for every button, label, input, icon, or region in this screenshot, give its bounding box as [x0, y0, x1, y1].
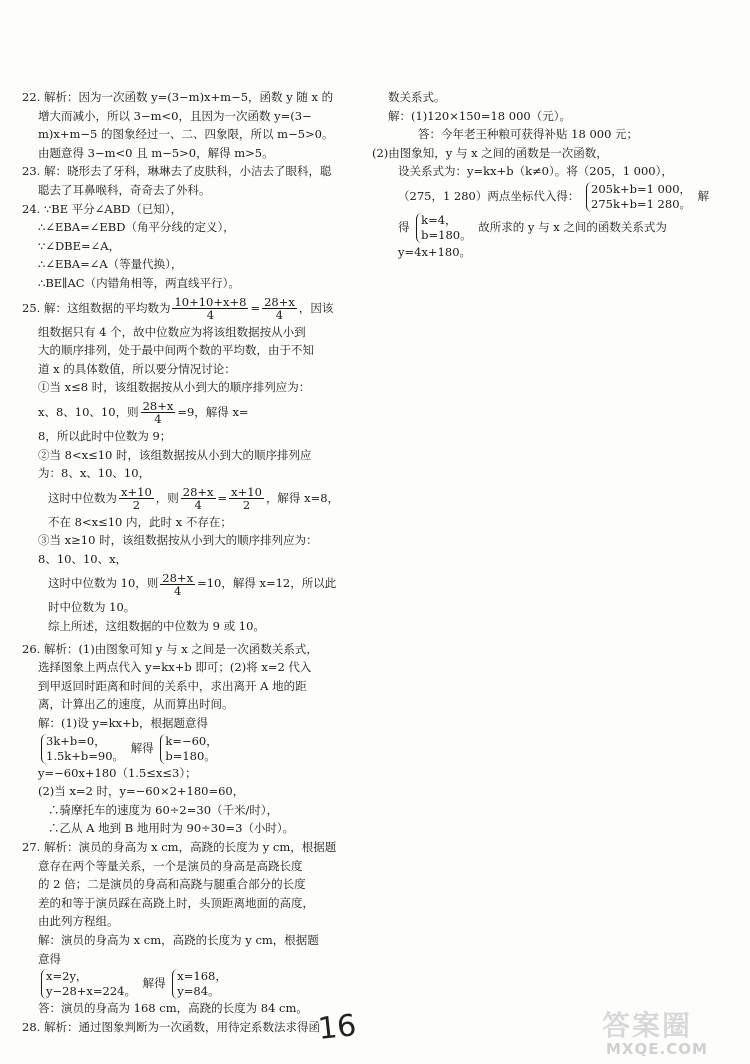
- text-line: 差的和等于演员踩在高跷上时，头顶距离地面的高度，: [38, 895, 314, 910]
- text: 解: [697, 188, 710, 203]
- text: 解得: [130, 740, 154, 755]
- text-line: 为：8、x、10、10，: [38, 466, 151, 481]
- numerator: x+10: [121, 485, 152, 500]
- text-line: 数关系式。: [388, 90, 446, 104]
- numerator: x+10: [231, 485, 262, 500]
- text: x、8、10、10，则: [38, 404, 139, 419]
- text-line: 26. 解析：(1)由图象可知 y 与 x 之间是一次函数关系式，: [22, 641, 318, 656]
- fraction: [181, 486, 216, 511]
- text-line: ∴BE∥AC（内错角相等，两直线平行）。: [38, 275, 240, 290]
- denominator: 2: [242, 498, 251, 513]
- text: ，解得 x=8，: [265, 490, 340, 505]
- question-24: [22, 200, 347, 293]
- text-line: 由题意得 3−m<0 且 m−5>0，解得 m>5。: [38, 145, 274, 160]
- numerator: 10+10+x+8: [174, 295, 247, 310]
- equation: b=180。: [165, 748, 216, 763]
- denominator: 4: [206, 308, 215, 323]
- text: 解得: [142, 976, 166, 991]
- text-line: 聪去了耳鼻喉科，奇奇去了外科。: [38, 182, 211, 197]
- question-23: [22, 162, 347, 199]
- question-26: [22, 640, 347, 838]
- text-line: 由此列方程组。: [38, 914, 119, 929]
- text-line: 24. ∵BE 平分∠ABD（已知），: [22, 201, 183, 216]
- text-line: ∴∠EBA=∠EBD（角平分线的定义），: [38, 220, 235, 235]
- text-line: (2)当 x=2 时，y=−60×2+180=60，: [38, 784, 245, 799]
- question-25: [22, 293, 347, 636]
- fraction: [172, 296, 248, 321]
- denominator: 2: [132, 498, 141, 513]
- equation-system: [41, 969, 136, 999]
- equation-system: [41, 734, 124, 764]
- text-line: y=4x+180。: [398, 244, 472, 259]
- text-line: 解：(1)120×150=18 000（元）。: [388, 108, 571, 123]
- text-line: ∴骑摩托车的速度为 60÷2=30（千米/时），: [48, 802, 279, 817]
- right-column: [372, 88, 717, 262]
- equation: b=180。: [421, 227, 472, 242]
- numerator: 28+x: [182, 485, 214, 500]
- text-line: 23. 解：晓形去了牙科，琳琳去了皮肤科，小洁去了眼科，聪: [22, 164, 332, 179]
- equation-system-line: [372, 212, 717, 243]
- text-line: 28. 解析：通过图象判断为一次函数，用待定系数法求得函: [22, 1019, 320, 1034]
- watermark-url: MXQE.COM: [606, 1040, 708, 1058]
- equation: k=−60，: [165, 733, 218, 748]
- question-27: [22, 838, 347, 1018]
- equation-system: [160, 734, 217, 764]
- equation: y=84。: [177, 984, 220, 999]
- equals-sign: =: [217, 490, 228, 505]
- text: 这时中位数为: [48, 490, 117, 505]
- fraction: [119, 486, 154, 511]
- fraction: [229, 486, 264, 511]
- equals-sign: =: [250, 300, 261, 315]
- text: 故所求的 y 与 x 之间的函数关系式为: [478, 219, 667, 234]
- text-line: 综上所述，这组数据的中位数为 9 或 10。: [48, 619, 265, 634]
- text-line: 选择图象上两点代入 y=kx+b 即可；(2)将 x=2 代入: [38, 660, 312, 675]
- text-line: 的 2 倍；二是演员的身高和高跷与腿重合部分的长度: [38, 877, 306, 892]
- text-line: 意得: [38, 951, 61, 966]
- formula-line: [22, 483, 347, 513]
- text-line: 22. 解析：因为一次函数 y=(3−m)x+m−5，函数 y 随 x 的: [22, 90, 334, 104]
- text: ，则: [155, 490, 179, 505]
- fraction: [160, 572, 195, 597]
- text-line: 意存在两个等量关系，一个是演员的身高是高跷长度: [38, 858, 303, 873]
- text: =10，解得 x=12，所以此: [197, 576, 337, 591]
- text-line: 答：今年老王种粮可获得补贴 18 000 元；: [418, 127, 639, 142]
- denominator: 4: [174, 583, 182, 598]
- equation: 205k+b=1 000，: [591, 181, 692, 196]
- equation: 1.5k+b=90。: [46, 748, 125, 763]
- text: （275，1 280）两点坐标代入得：: [398, 188, 580, 203]
- text-line: ③当 x≥10 时，该组数据按从小到大的顺序排列应为：: [38, 533, 318, 548]
- text: 这时中位数为 10，则: [48, 576, 159, 591]
- equation-system-line: [22, 733, 347, 764]
- text-line: 大的顺序排列，处于最中间两个数的平均数，由于不知: [38, 343, 314, 358]
- equation: 3k+b=0，: [46, 733, 106, 748]
- text: 得: [398, 219, 410, 234]
- text-line: 8，所以此时中位数为 9；: [38, 428, 172, 443]
- text-line: ②当 8<x≤10 时，该组数据按从小到大的顺序排列应: [38, 447, 312, 462]
- text-line: ∴∠EBA=∠A（等量代换），: [38, 257, 183, 272]
- text-line: 8、10、10、x，: [38, 551, 128, 566]
- equation: x=2y，: [46, 969, 88, 984]
- text: =9，解得 x=: [177, 404, 249, 419]
- numerator: 28+x: [162, 570, 194, 585]
- text-line: 不在 8<x≤10 内，此时 x 不存在；: [48, 514, 232, 529]
- equation-system-line: [22, 968, 347, 999]
- formula-line: [22, 568, 347, 598]
- equation: y−28+x=224。: [46, 984, 136, 999]
- text-line: m)x+m−5 的图象经过一、二、四象限，所以 m−5>0。: [38, 127, 334, 142]
- equation-system: [172, 969, 227, 999]
- page-number: 16: [316, 1008, 358, 1047]
- denominator: 4: [154, 412, 162, 427]
- equation: k=4，: [421, 212, 457, 227]
- text-line: ∵∠DBE=∠A，: [38, 238, 121, 253]
- text-line: ∴乙从 A 地到 B 地用时为 90÷30=3（小时）。: [48, 821, 295, 836]
- formula-line: [22, 293, 347, 323]
- numerator: 28+x: [264, 295, 295, 310]
- equation: x=168，: [177, 969, 227, 984]
- text-line: 组数据只有 4 个，故中位数应为将该组数据按从小到: [38, 324, 306, 339]
- equation-system: [586, 182, 691, 212]
- equation-system: [416, 213, 471, 243]
- text-line: 设关系式为：y=kx+b（k≠0）。将（205，1 000），: [398, 164, 673, 179]
- equation: 275k+b=1 280。: [591, 196, 692, 211]
- text-line: 道 x 的具体数值，所以要分情况讨论：: [38, 361, 236, 376]
- text-line: 到甲返回时距离和时间的关系中，求出离开 A 地的距: [38, 678, 307, 693]
- fraction: [262, 296, 297, 321]
- formula-line: [22, 397, 347, 427]
- denominator: 4: [275, 308, 284, 323]
- text-line: (2)由图象知，y 与 x 之间的函数是一次函数，: [372, 145, 608, 160]
- question-28: [22, 1018, 347, 1037]
- text-line: 离，计算出乙的速度，从而算出时间。: [38, 697, 234, 712]
- left-column: [22, 88, 347, 1036]
- text: ，因该: [298, 300, 334, 315]
- denominator: 4: [194, 498, 202, 513]
- text: 25. 解：这组数据的平均数为: [22, 300, 171, 315]
- watermark-logo: 答案圈: [602, 1009, 693, 1042]
- text-line: 时中位数为 10。: [48, 600, 136, 615]
- fraction: [141, 400, 176, 425]
- text-line: y=−60x+180（1.5≤x≤3）；: [38, 765, 197, 780]
- text-line: 27. 解析：演员的身高为 x cm，高跷的长度为 y cm，根据题: [22, 840, 337, 854]
- numerator: 28+x: [142, 399, 174, 414]
- text-line: 解：演员的身高为 x cm，高跷的长度为 y cm，根据题: [38, 932, 319, 947]
- text-line: ①当 x≤8 时，该组数据按从小到大的顺序排列应为：: [38, 380, 311, 395]
- text-line: 增大而减小，所以 3−m<0，且因为一次函数 y=(3−: [38, 108, 312, 123]
- text-line: 解：(1)设 y=kx+b，根据题意得: [38, 716, 209, 731]
- equation-system-line: [372, 181, 717, 212]
- question-22: [22, 88, 347, 162]
- text-line: 答：演员的身高为 168 cm，高跷的长度为 84 cm。: [38, 1001, 308, 1016]
